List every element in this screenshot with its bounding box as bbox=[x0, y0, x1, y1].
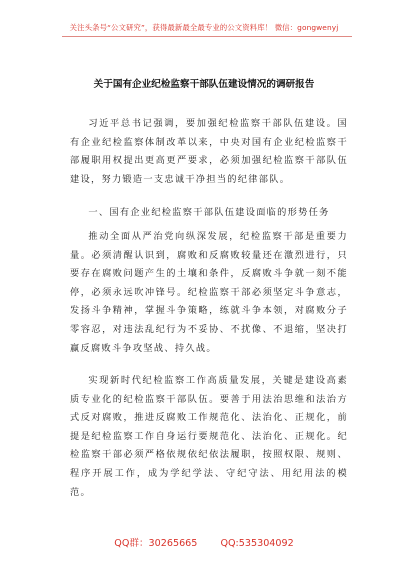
footer-contact bbox=[0, 535, 408, 549]
footer-qq-number: QQ:535304092 bbox=[220, 538, 294, 549]
paragraph-intro bbox=[70, 115, 348, 189]
section-heading bbox=[70, 204, 348, 223]
paragraph-struggle bbox=[70, 228, 348, 358]
document-title: 关于国有企业纪检监察干部队伍建设情况的调研报告 bbox=[93, 79, 315, 90]
header-banner: 关注头条号“公文研究”，获得最新最全最专业的公文资料库！ 微信：gongwenyj bbox=[69, 23, 339, 32]
paragraph-text: 实现新时代纪检监察工作高质量发展，关键是建设高素质专业化的纪检监察干部队伍。要善于用法治思维和法治方式反对腐败，推进反腐败工作规范化、法治化、正规化，前提是纪检监察工作自身运行要规范化、法治化、正规化。纪检监察干部必须严格依规依纪依法履职，按照权限、规则、程序开展工作，成为学纪学法、守纪守法、用纪用法的模范。 bbox=[70, 375, 348, 498]
paragraph-text: 习近平总书记强调，要加强纪检监察干部队伍建设。国有企业纪检监察体制改革以来，中央对国有企业纪检监察干部履职用权提出更高更严要求，必须加强纪检监察干部队伍建设，努力锻造一支忠诚干净担当的纪律部队。 bbox=[70, 118, 348, 185]
paragraph-text: 推动全面从严治党向纵深发展，纪检监察干部是重要力量。必须清醒认识到，腐败和反腐败较量还在激烈进行，只要存在腐败问题产生的土壤和条件，反腐败斗争就一刻不能停，必须永远吹冲锋号。纪检监察干部必须坚定斗争意志，发扬斗争精神，掌握斗争策略，练就斗争本领，对腐败分子零容忍，对违法乱纪行为不妥协、不扰像、不退缩，坚决打赢反腐败斗争攻坚战、持久战。 bbox=[70, 231, 348, 354]
section-heading-text: 一、国有企业纪检监察干部队伍建设面临的形势任务 bbox=[88, 207, 330, 218]
paragraph-quality bbox=[70, 372, 348, 502]
footer-qq-group: QQ群：30265665 bbox=[114, 538, 198, 549]
header-divider bbox=[62, 36, 352, 37]
